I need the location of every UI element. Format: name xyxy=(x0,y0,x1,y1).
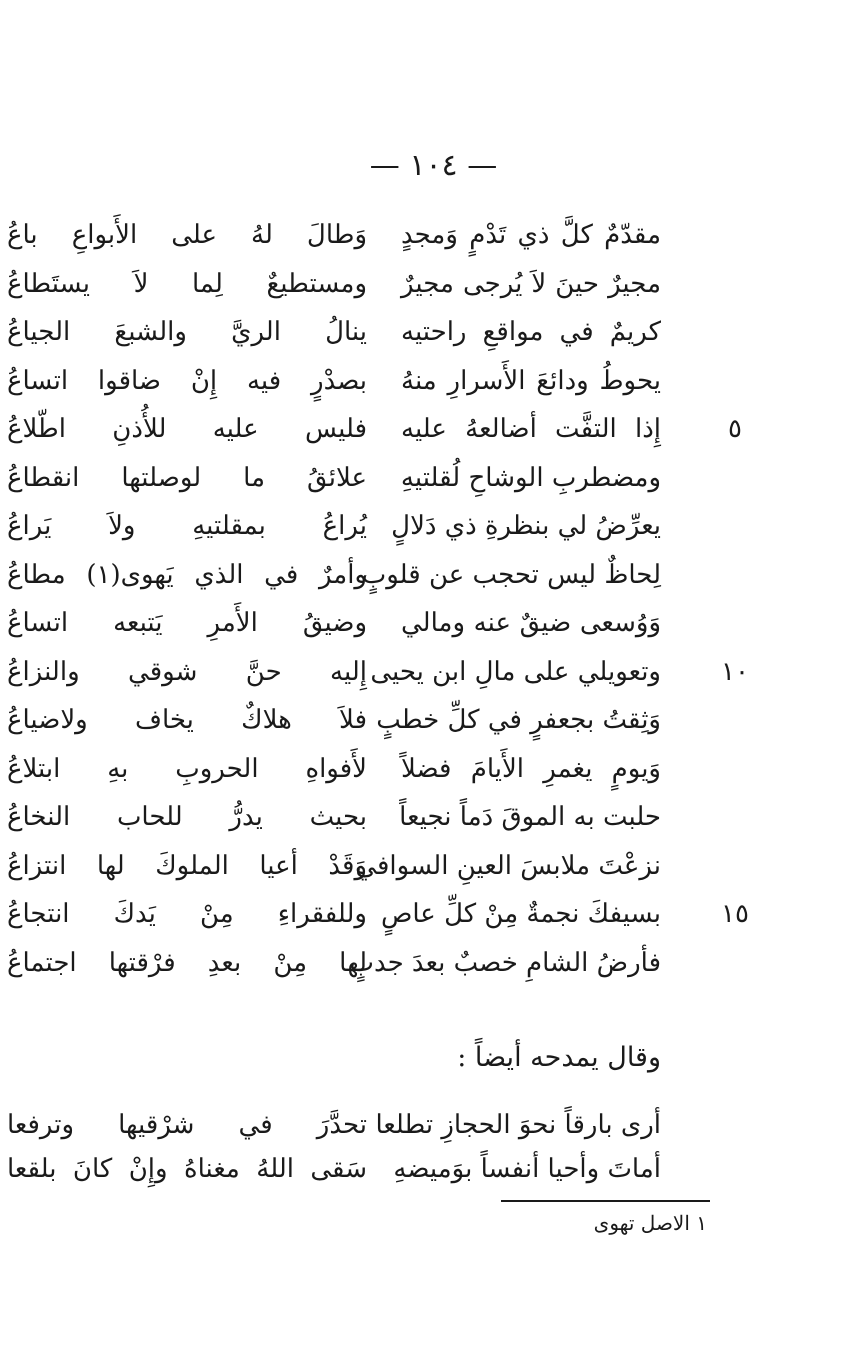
verse-line-number: ٥ xyxy=(728,414,742,444)
verse-first-hemistich: مجيرٌ حينَ لاَ يُرجى مجيرٌ xyxy=(401,268,661,299)
verse-second-hemistich: إِليه حنَّ شوقي والنزاعُ xyxy=(7,656,367,687)
verse-line xyxy=(0,259,867,309)
verse-line xyxy=(0,210,867,260)
verse-first-hemistich: يحوطُ ودائعَ الأَسرارِ منهُ xyxy=(401,365,661,396)
verse-line xyxy=(0,598,867,648)
verse-first-hemistich: وتعويلي على مالِ ابن يحيى xyxy=(370,656,661,687)
verse-second-hemistich: لأَفواهِ الحروبِ بهِ ابتلاعُ xyxy=(7,753,367,784)
page-number: — ١٠٤ — xyxy=(369,148,498,183)
verse-first-hemistich: أرى بارقاً نحوَ الحجازِ تطلعا xyxy=(375,1110,661,1140)
verse-second-hemistich: ينالُ الريَّ والشبعَ الجياعُ xyxy=(7,317,367,347)
verse-line xyxy=(0,744,867,794)
footnote: ١ الاصل تهوى xyxy=(593,1211,707,1235)
verse-first-hemistich: نزعْتَ ملابسَ العينِ السوافي xyxy=(355,850,661,881)
verse-first-hemistich: أماتَ وأحيا أنفساً بوَميضهِ xyxy=(393,1154,661,1184)
verse-line xyxy=(0,889,867,939)
verse-line xyxy=(0,550,867,600)
verse-second-hemistich: علائقُ ما لوصلتها انقطاعُ xyxy=(7,462,367,493)
verse-first-hemistich: إِذا التفَّت أضالعهُ عليه xyxy=(401,414,661,444)
verse-line xyxy=(0,1100,867,1150)
verse-first-hemistich: وَيومٍ يغمرِ الأَيامَ فضلاً xyxy=(401,753,661,784)
verse-line-number: ١٠ xyxy=(721,656,749,687)
verse-second-hemistich: يُراعُ بمقلتيهِ ولاَ يَراعُ xyxy=(7,511,367,541)
verse-second-hemistich: بصدْرٍ فيه إِنْ ضاقوا اتساعُ xyxy=(7,365,367,396)
verse-line xyxy=(0,501,867,551)
verse-line xyxy=(0,841,867,891)
verse-second-hemistich: تحدَّرَ في شرْقيها وترفعا xyxy=(7,1110,367,1140)
footnote-divider xyxy=(501,1200,710,1202)
verse-second-hemistich: وللفقراءِ مِنْ يَدكَ انتجاعُ xyxy=(7,899,367,929)
verse-line xyxy=(0,1144,867,1194)
verse-second-hemistich: ومستطيعٌ لِما لاَ يستَطاعُ xyxy=(7,268,367,299)
verse-line xyxy=(0,453,867,503)
verse-second-hemistich: وَطالَ لهُ على الأَبواعِ باعُ xyxy=(7,220,367,250)
verse-second-hemistich: وَقَدْ أعيا الملوكَ لها انتزاعُ xyxy=(7,850,367,881)
verse-second-hemistich: وضيقُ الأَمرِ يَتبعه اتساعُ xyxy=(7,608,367,638)
verse-line xyxy=(0,404,867,454)
verse-first-hemistich: وَثِقتُ بجعفرٍ في كلِّ خطبٍ xyxy=(376,705,661,735)
verse-first-hemistich: كريمٌ في مواقعِ راحتيه xyxy=(401,317,661,347)
verse-second-hemistich: بحيث يدرُّ للحاب النخاعُ xyxy=(7,802,367,832)
verse-second-hemistich: لها مِنْ بعدِ فرْقتها اجتماعُ xyxy=(7,947,367,978)
verse-line xyxy=(0,938,867,988)
verse-line xyxy=(0,647,867,697)
verse-second-hemistich: فلاَ هلاكٌ يخاف ولاضياعُ xyxy=(7,705,367,735)
verse-first-hemistich: بسيفكَ نجمةٌ مِنْ كلِّ عاصٍ xyxy=(380,899,661,929)
verse-second-hemistich: فليس عليه للأُذنِ اطّلاعُ xyxy=(7,414,367,444)
verse-second-hemistich: سَقى اللهُ مغناهُ وإِنْ كانَ بلقعا xyxy=(7,1154,367,1184)
verse-line xyxy=(0,307,867,357)
verse-first-hemistich: وَوُسعى ضيقٌ عنه ومالي xyxy=(401,608,661,638)
verse-first-hemistich: يعرِّضُ لي بنظرةِ ذي دَلالٍ xyxy=(391,511,661,541)
verse-first-hemistich: فأرضُ الشامِ خصبٌ بعدَ جدبٍ xyxy=(349,947,661,978)
verse-first-hemistich: حلبت به الموقَ دَماً نجيعاً xyxy=(399,802,661,832)
verse-line xyxy=(0,695,867,745)
verse-first-hemistich: ومضطربِ الوشاحِ لُقلتيهِ xyxy=(400,462,661,493)
verse-line xyxy=(0,356,867,406)
section-heading: وقال يمدحه أيضاً : xyxy=(457,1042,661,1073)
verse-first-hemistich: لِحاظٌ ليس تحجب عن قلوبٍ xyxy=(361,559,661,590)
verse-first-hemistich: مقدّمٌ كلَّ ذي تَدْمٍ وَمجدٍ xyxy=(401,220,661,250)
verse-line-number: ١٥ xyxy=(721,899,749,929)
verse-line xyxy=(0,792,867,842)
verse-second-hemistich: وأمرٌ في الذي يَهوى(١) مطاعُ xyxy=(7,559,367,590)
